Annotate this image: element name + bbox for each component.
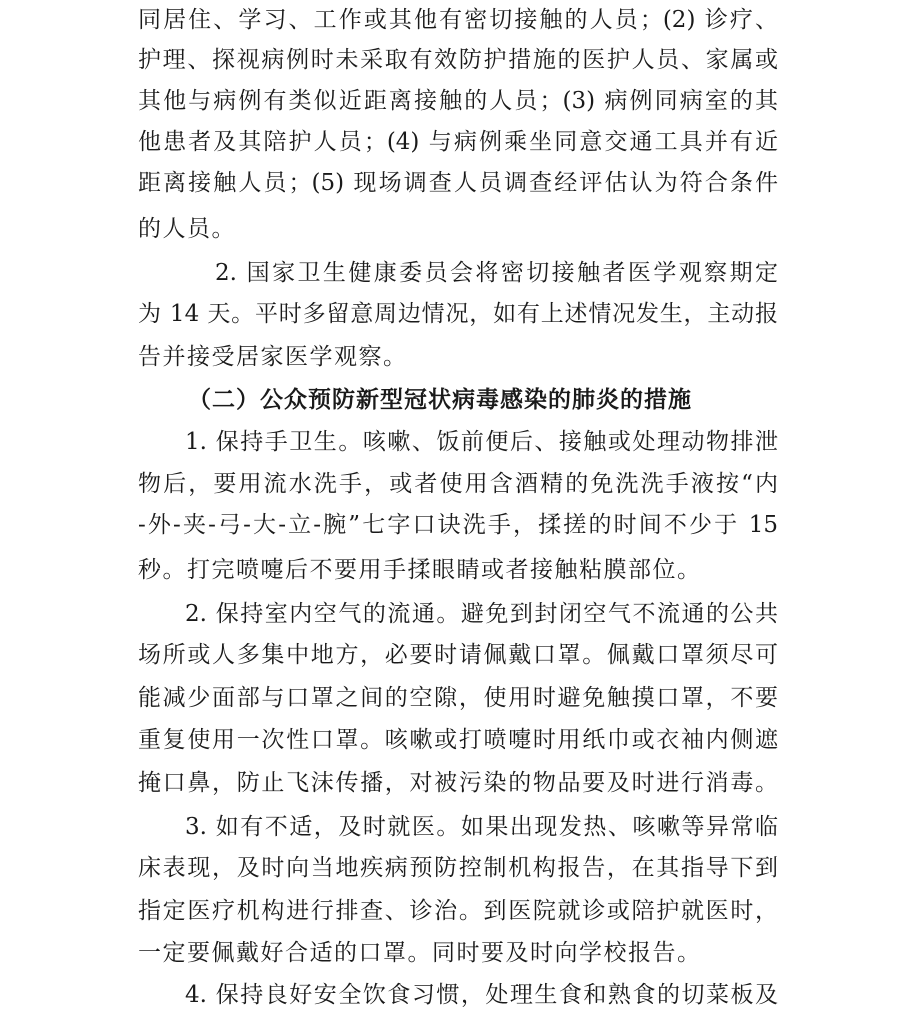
text-line: 其他与病例有类似近距离接触的人员；(3) 病例同病室的其 <box>138 88 778 114</box>
text-line: 2. 保持室内空气的流通。避免到封闭空气不流通的公共 <box>185 601 778 627</box>
text-line: 秒。打完喷嚏后不要用手揉眼睛或者接触粘膜部位。 <box>138 557 702 583</box>
text-line: 场所或人多集中地方，必要时请佩戴口罩。佩戴口罩须尽可 <box>138 642 778 668</box>
text-line: 物后，要用流水洗手，或者使用含酒精的免洗洗手液按“内 <box>138 471 778 497</box>
text-line: 床表现，及时向当地疾病预防控制机构报告，在其指导下到 <box>138 855 778 881</box>
text-line: 能减少面部与口罩之间的空隙，使用时避免触摸口罩，不要 <box>138 685 778 711</box>
text-line: 3. 如有不适，及时就医。如果出现发热、咳嗽等异常临 <box>185 814 778 840</box>
text-line: 的人员。 <box>138 216 236 242</box>
text-line: -外-夹-弓-大-立-腕”七字口诀洗手，揉搓的时间不少于 15 <box>138 512 778 538</box>
text-line: 护理、探视病例时未采取有效防护措施的医护人员、家属或 <box>138 47 778 73</box>
text-line: 他患者及其陪护人员；(4) 与病例乘坐同意交通工具并有近 <box>138 129 778 155</box>
section-heading: （二）公众预防新型冠状病毒感染的肺炎的措施 <box>188 386 692 413</box>
text-line: 同居住、学习、工作或其他有密切接触的人员；(2) 诊疗、 <box>138 7 778 33</box>
text-line: 距离接触人员；(5) 现场调查人员调查经评估认为符合条件 <box>138 170 778 196</box>
text-line: 4. 保持良好安全饮食习惯，处理生食和熟食的切菜板及 <box>185 982 778 1008</box>
text-line: 告并接受居家医学观察。 <box>138 344 408 370</box>
text-line: 1. 保持手卫生。咳嗽、饭前便后、接触或处理动物排泄 <box>185 429 778 455</box>
text-line: 2. 国家卫生健康委员会将密切接触者医学观察期定 <box>215 260 778 286</box>
text-line: 为 14 天。平时多留意周边情况，如有上述情况发生，主动报 <box>138 301 778 327</box>
text-line: 重复使用一次性口罩。咳嗽或打喷嚏时用纸巾或衣袖内侧遮 <box>138 727 778 753</box>
text-line: 指定医疗机构进行排查、诊治。到医院就诊或陪护就医时， <box>138 898 778 924</box>
text-line: 掩口鼻，防止飞沫传播，对被污染的物品要及时进行消毒。 <box>138 770 778 796</box>
text-line: 一定要佩戴好合适的口罩。同时要及时向学校报告。 <box>138 940 702 966</box>
